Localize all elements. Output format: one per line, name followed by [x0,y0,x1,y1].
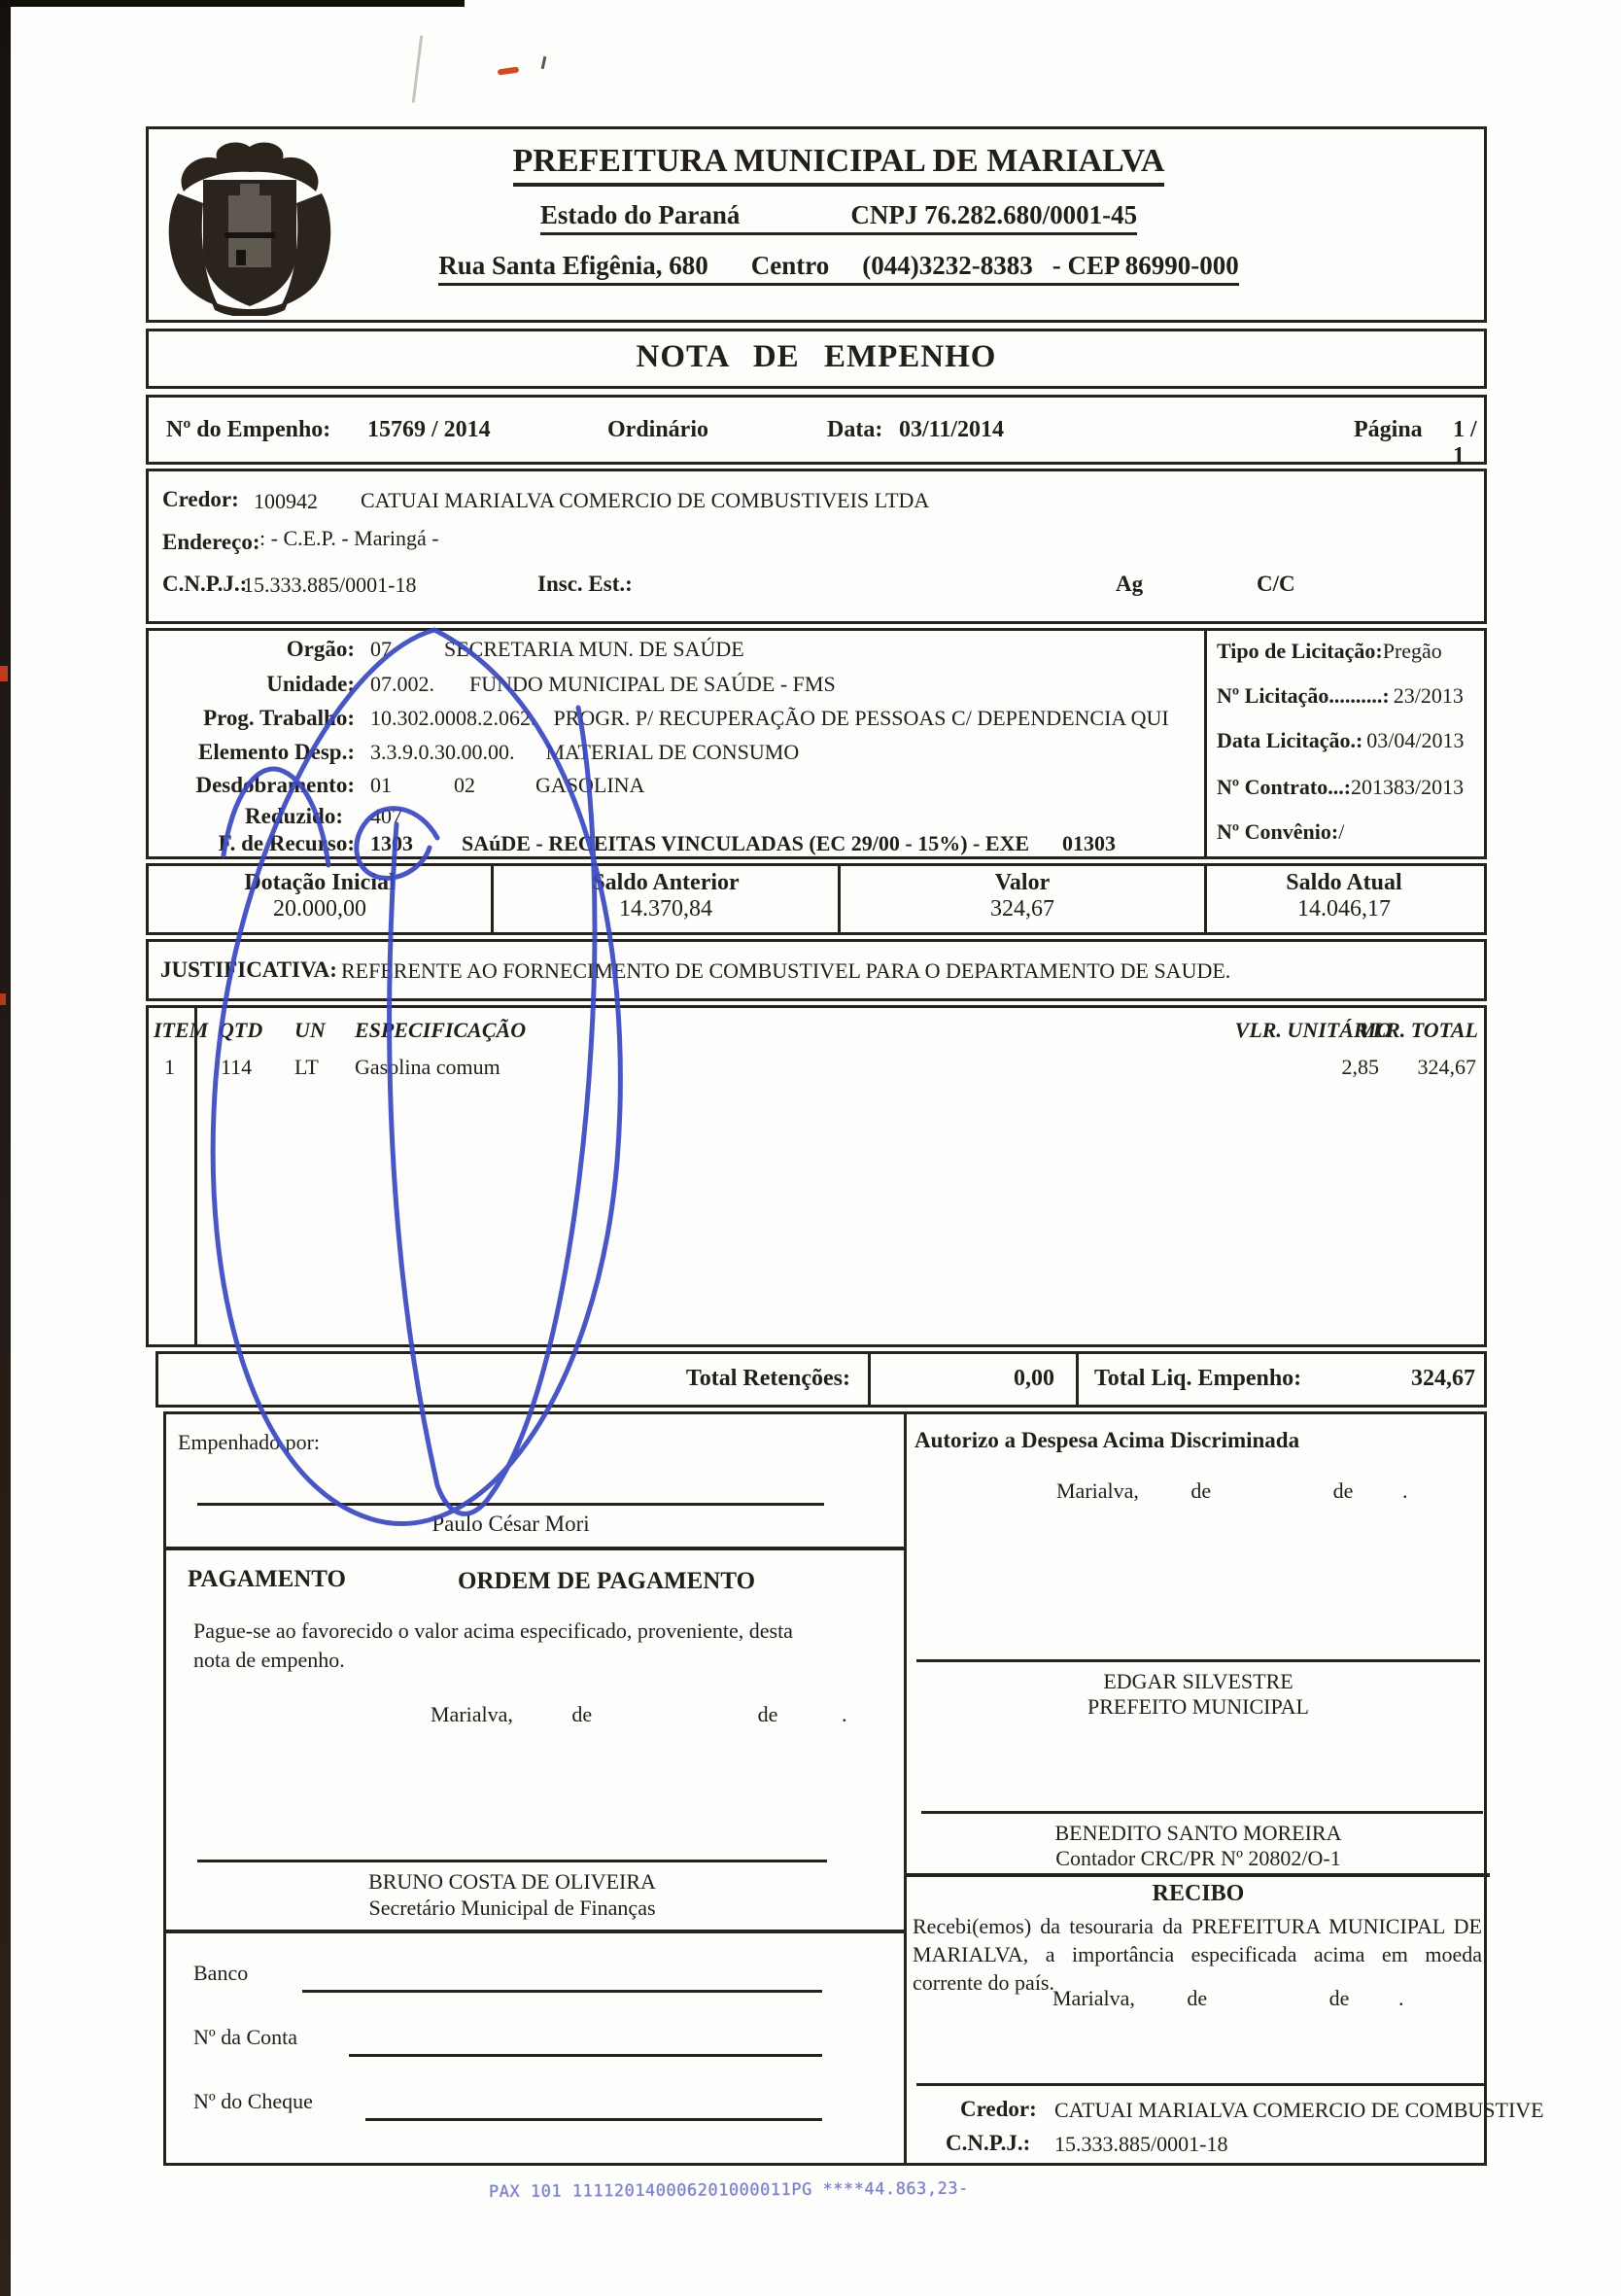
scan-top-edge [0,0,465,7]
budget-row [149,706,1203,731]
budget-row-code: 10.302.0008.2.062. [370,706,536,730]
licitacao-panel [1204,631,1484,856]
budget-row-label: Orgão: [286,637,355,661]
cnpj-value: 15.333.885/0001-18 [243,573,417,597]
budget-row-code: 07.002. [370,672,434,696]
item-row-vlr-unit: 2,85 [1341,1055,1379,1079]
budget-row-desc: GASOLINA [535,773,645,797]
municipal-crest-icon [156,135,343,316]
dot: . [841,1702,847,1726]
address-line [438,251,1239,286]
empenho-date-label: Data: [827,417,883,442]
recibo-credor-label: Credor: [960,2097,1037,2121]
budget-row-desc: SECRETARIA MUN. DE SAÚDE [444,637,744,661]
city-label: Marialva, [1056,1478,1139,1503]
budget-row-label: Desdobramento: [195,773,355,797]
page-number: 1 / 1 [1453,417,1477,469]
pagamento-text: Pague-se ao favorecido o valor acima especificado, proveniente, desta nota de empenho. [193,1618,793,1672]
total-retencoes-value: 0,00 [1014,1366,1054,1391]
org-name: PREFEITURA MUNICIPAL DE MARIALVA [513,143,1165,187]
total-retencoes-label: Total Retenções: [685,1366,850,1391]
dot: . [1401,1478,1408,1503]
scan-artifact-gray-mark [412,35,424,103]
banco-fill-line [302,1990,822,1993]
budget-row-desc: MATERIAL DE CONSUMO [545,740,800,764]
budget-row [149,831,1203,856]
col-item: ITEM [154,1018,209,1042]
contrato-label: Nº Contrato...: [1217,775,1352,799]
city-label: Marialva, [431,1702,513,1726]
credor-box [146,469,1487,624]
justificativa-text: REFERENTE AO FORNECIMENTO DE COMBUSTIVEL PARA O DEPARTAMENTO DE SAUDE. [341,958,1231,983]
banco-label: Banco [193,1961,249,1985]
de-label: de [1190,1478,1212,1503]
empenho-type: Ordinário [607,417,709,442]
cheque-label: Nº do Cheque [193,2089,313,2113]
retencoes-value-cell [871,1354,1079,1405]
totals-row [146,863,1487,935]
justificativa-box [146,939,1487,1001]
budget-row-code: 3.3.9.0.30.00.00. [370,740,515,764]
budget-row-code: 01 [370,773,392,797]
dotacao-inicial-value: 20.000,00 [273,896,366,922]
budget-row-code: 1303 [370,831,413,855]
licitacao-tipo [1217,639,1442,664]
section-divider [166,1930,904,1933]
state-cnpj-line [540,200,1137,235]
cheque-fill-line [365,2118,822,2121]
signature-line [921,1811,1483,1814]
recibo-title: RECIBO [1152,1881,1245,1906]
cnpj-label: C.N.P.J.: [162,572,248,596]
licitacao-tipo-value: Pregão [1382,639,1442,663]
document-title: NOTA DE EMPENHO [636,339,997,374]
de-label: de [1328,1986,1350,2010]
item-row-espec: Gasolina comum [355,1055,500,1079]
signature-line [197,1503,824,1506]
col-un: UN [294,1018,326,1042]
item-row-number: 1 [164,1055,175,1079]
col-qtd: QTD [219,1018,263,1042]
empenho-row [146,395,1487,469]
page-label: Página [1354,417,1423,442]
de-label: de [1332,1478,1354,1503]
totals-cell [149,866,494,932]
signature-section [163,1411,1544,2166]
budget-row-desc: SAúDE - RECEITAS VINCULADAS (EC 29/00 - 15%) - EXE [462,831,1030,855]
insc-label: Insc. Est.: [537,572,633,596]
convenio-value: / [1338,819,1345,844]
col-vlr-unitario: VLR. UNITÁRIO [1234,1018,1392,1042]
budget-row-extra: 01303 [1062,831,1116,855]
saldo-anterior-value: 14.370,84 [619,896,712,922]
recibo-cnpj-label: C.N.P.J.: [946,2131,1031,2155]
col-especificacao: ESPECIFICAÇÃO [355,1018,527,1042]
saldo-atual-value: 14.046,17 [1297,896,1391,922]
scan-artifact-red-dash [498,66,520,75]
budget-row-desc: PROGR. P/ RECUPERAÇÃO DE PESSOAS C/ DEPENDENCIA QUI [553,706,1169,730]
budget-row-label: Prog. Trabalho: [203,706,355,730]
secretario-title: Secretário Municipal de Finanças [368,1896,656,1920]
dot: . [1397,1986,1404,2010]
retencoes-row [155,1351,1487,1408]
secretario-name: BRUNO COSTA DE OLIVEIRA [368,1869,656,1894]
credor-label: Credor: [162,487,239,511]
signature-line [916,2083,1485,2086]
budget-row-desc: FUNDO MUNICIPAL DE SAÚDE - FMS [469,672,836,696]
dotacao-inicial-label: Dotação Inicial [244,870,396,895]
phone: (044)3232-8383 [862,251,1033,280]
scan-left-edge [0,0,11,2296]
licitacao-num [1217,683,1464,709]
valor-label: Valor [994,870,1051,895]
budget-row-code: 07 [370,637,392,661]
district: Centro [750,251,830,280]
ordem-pagamento-title: ORDEM DE PAGAMENTO [458,1568,756,1594]
pagamento-title: PAGAMENTO [188,1566,346,1592]
contrato [1217,775,1464,800]
endereco-value: : - C.E.P. - Maringá - [259,526,439,550]
scan-artifact-tick [541,56,547,69]
budget-row [149,773,1203,798]
credor-name: CATUAI MARIALVA COMERCIO DE COMBUSTIVEIS LTDA [361,488,930,512]
item-column-divider [194,1008,197,1344]
recibo-text: Recebi(emos) da tesouraria da PREFEITURA MUNICIPAL DE MARIALVA, a importância especificada acima em moeda corrente do país. [913,1914,1482,1996]
signature-line [197,1860,827,1862]
autorizo-title: Autorizo a Despesa Acima Discriminada [914,1428,1300,1452]
licitacao-num-label: Nº Licitação..........: [1217,683,1390,708]
convenio [1217,819,1344,845]
de-label: de [757,1702,778,1726]
title-band [146,329,1487,389]
budget-row-label: Reduzido: [245,804,343,828]
justificativa-label: JUSTIFICATIVA: [160,957,337,982]
items-table [146,1005,1487,1347]
total-liq-empenho-value: 324,67 [1411,1366,1475,1391]
liq-empenho-cell [1079,1354,1481,1405]
totals-cell [841,866,1207,932]
budget-row-label: Elemento Desp.: [198,740,355,764]
budget-row-label: Unidade: [266,672,355,696]
saldo-anterior-label: Saldo Anterior [592,870,740,895]
cep: - CEP 86990-000 [1052,251,1239,280]
contador-title: Contador CRC/PR Nº 20802/O-1 [1055,1846,1341,1870]
conta-label: Nº da Conta [193,2025,298,2049]
licitacao-data-value: 03/04/2013 [1366,728,1465,752]
licitacao-tipo-label: Tipo de Licitação: [1217,639,1383,663]
item-row-vlr-total: 324,67 [1417,1055,1476,1079]
section-divider [166,1547,904,1550]
endereco-label: Endereço: [162,530,260,554]
ag-label: Ag [1116,572,1144,596]
budget-row [149,740,1203,765]
city-date-line [1052,1986,1403,2011]
cc-label: C/C [1257,572,1295,596]
section-divider [907,1873,1490,1877]
empenhado-por-label: Empenhado por: [178,1430,321,1454]
contrato-value: 201383/2013 [1351,775,1465,799]
valor-value: 324,67 [990,896,1054,922]
de-label: de [1187,1986,1208,2010]
scan-artifact-red [0,993,6,1005]
header-box [146,126,1487,323]
prefeito-name: EDGAR SILVESTRE [1103,1669,1293,1693]
city-date-line [431,1702,846,1727]
item-row-un: LT [294,1055,319,1079]
budget-box [146,628,1487,859]
scan-artifact-red [0,666,8,681]
city-date-line [1056,1478,1407,1504]
totals-cell [494,866,841,932]
de-label: de [571,1702,593,1726]
col-vlr-total: VLR. TOTAL [1358,1018,1478,1042]
recibo-credor-value: CATUAI MARIALVA COMERCIO DE COMBUSTIVE [1054,2098,1544,2122]
budget-row-code: 407 [370,804,402,828]
city-label: Marialva, [1052,1986,1135,2010]
budget-row [149,672,1203,697]
state-label: Estado do Paraná [539,200,741,229]
empenhado-signer-name: Paulo César Mori [431,1512,590,1536]
retencoes-label-cell [158,1354,871,1405]
empenho-date: 03/11/2014 [899,417,1005,442]
budget-row [149,804,1203,829]
licitacao-data-label: Data Licitação.: [1217,728,1363,752]
conta-fill-line [349,2054,822,2057]
right-column [907,1414,1544,2169]
item-row-qtd: 114 [221,1055,253,1079]
letterhead [324,143,1354,286]
teller-stamp-icon: PAX 101 111120140006201000011PG ****44.863,23- [488,2178,969,2203]
credor-code: 100942 [254,489,318,513]
total-liq-empenho-label: Total Liq. Empenho: [1094,1366,1302,1391]
saldo-atual-label: Saldo Atual [1286,870,1402,895]
budget-row [149,637,1203,662]
contador-name: BENEDITO SANTO MOREIRA [1054,1821,1342,1845]
prefeito-title: PREFEITO MUNICIPAL [1087,1694,1309,1719]
signature-line [916,1659,1480,1662]
empenho-number-label: Nº do Empenho: [166,417,331,442]
budget-row-code2: 02 [454,773,475,797]
convenio-label: Nº Convênio: [1217,819,1339,844]
totals-cell [1207,866,1481,932]
budget-row-label: F. de Recurso: [218,831,355,855]
empenho-number: 15769 / 2014 [367,417,491,442]
org-cnpj: CNPJ 76.282.680/0001-45 [850,200,1138,229]
recibo-cnpj-value: 15.333.885/0001-18 [1054,2132,1228,2156]
street-address: Rua Santa Efigênia, 680 [438,251,708,280]
licitacao-data [1217,728,1465,753]
licitacao-num-value: 23/2013 [1393,683,1464,708]
